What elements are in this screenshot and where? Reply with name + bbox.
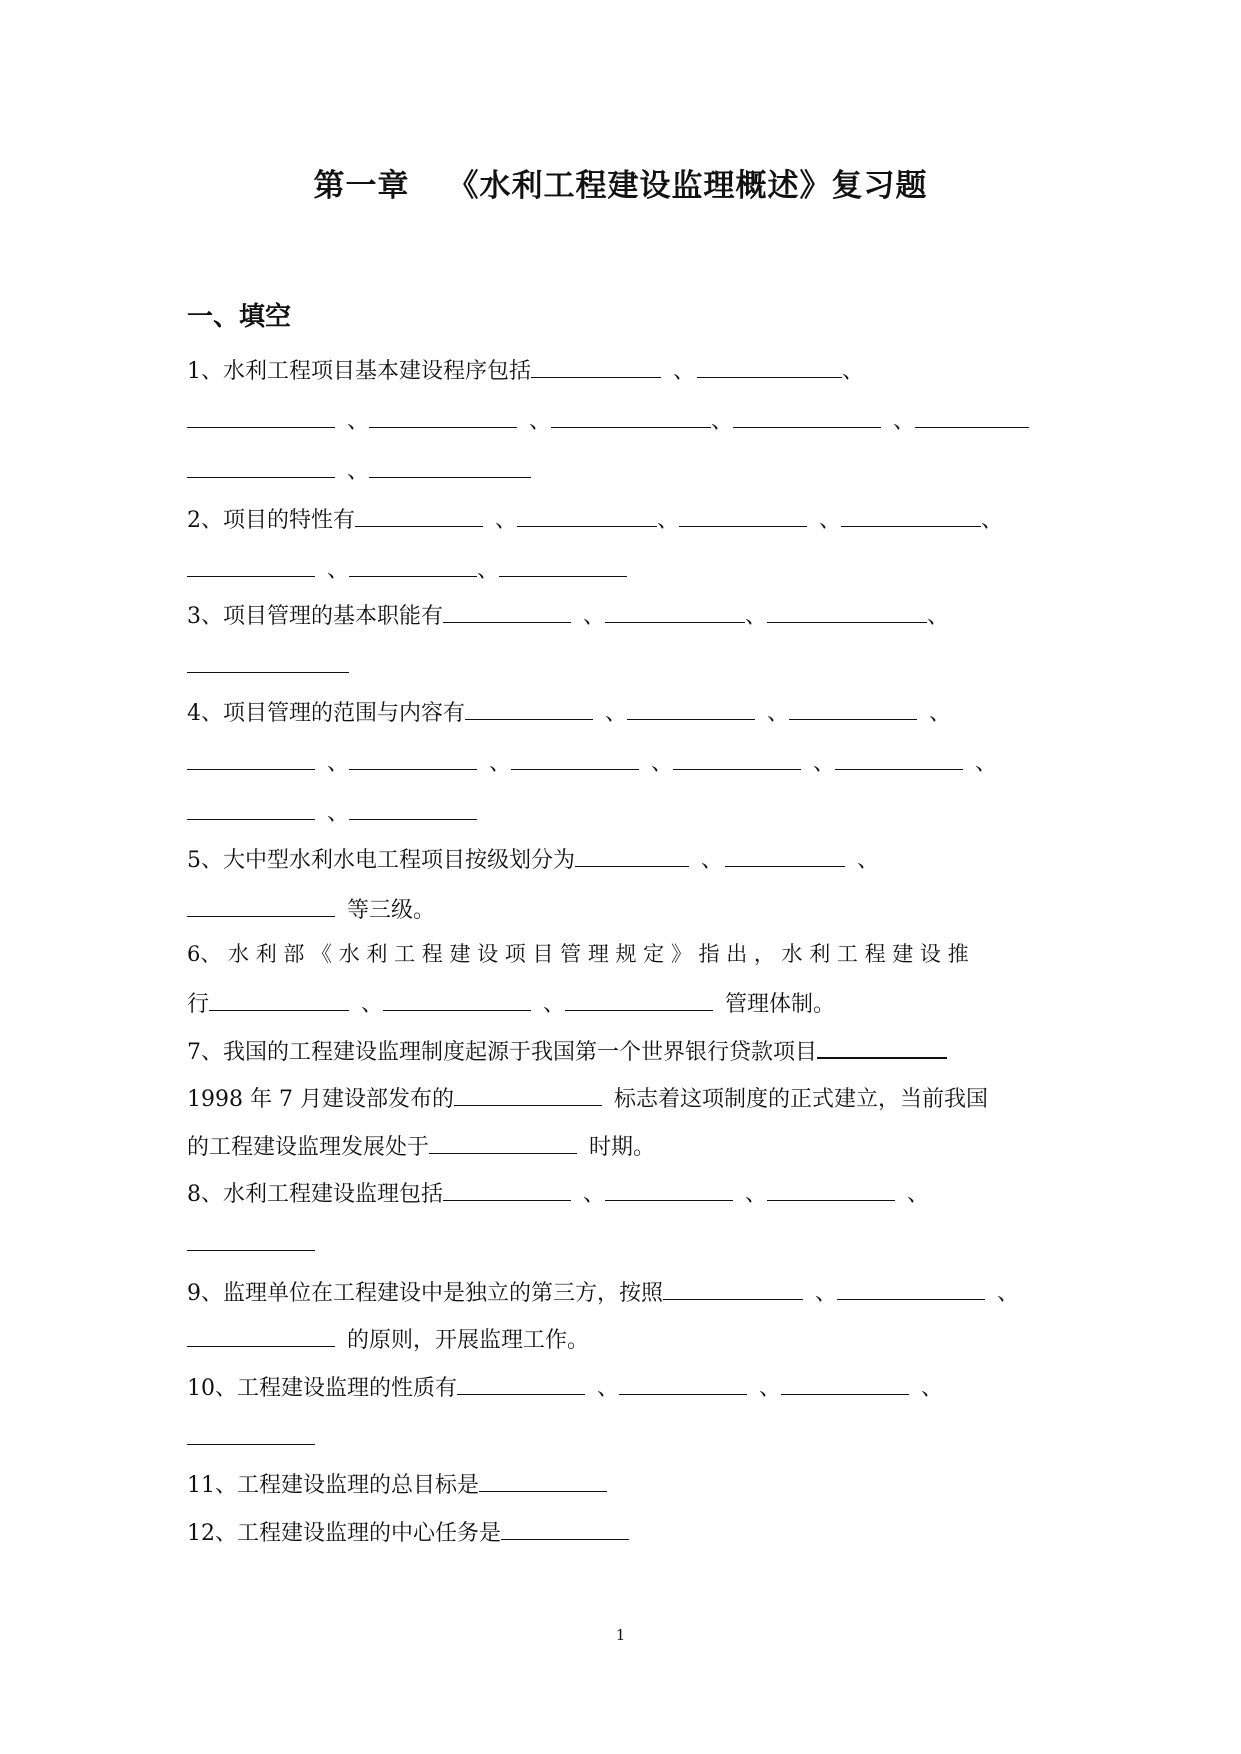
question-7-line-3: 的工程建设监理发展处于 时期。: [187, 1129, 655, 1159]
answer-blank[interactable]: [767, 1176, 895, 1201]
question-6-line-2: 行 、 、 管理体制。: [187, 986, 835, 1016]
chapter-label: 第一章: [313, 168, 410, 204]
question-2-line-1: 2、项目的特性有 、 、 、 、: [187, 502, 1003, 532]
answer-blank[interactable]: [383, 986, 531, 1011]
question-10-line-2: [187, 1420, 315, 1450]
answer-blank[interactable]: [187, 403, 335, 428]
question-7-line-1: 7、我国的工程建设监理制度起源于我国第一个世界银行贷款项目: [187, 1033, 947, 1063]
answer-blank[interactable]: [673, 745, 801, 770]
answer-blank[interactable]: [187, 1322, 335, 1347]
chapter-name: 《水利工程建设监理概述》复习题: [447, 168, 928, 204]
answer-blank[interactable]: [499, 552, 627, 577]
answer-blank[interactable]: [605, 1176, 733, 1201]
answer-blank[interactable]: [619, 1370, 747, 1395]
answer-blank[interactable]: [733, 403, 881, 428]
answer-blank[interactable]: [209, 986, 349, 1011]
answer-blank[interactable]: [187, 648, 349, 673]
answer-blank[interactable]: [465, 695, 593, 720]
answer-blank[interactable]: [551, 403, 711, 428]
answer-blank[interactable]: [187, 745, 315, 770]
answer-blank[interactable]: [479, 1467, 607, 1492]
question-8-line-2: [187, 1226, 315, 1256]
question-1-line-3: 、: [187, 453, 531, 483]
answer-blank[interactable]: [511, 745, 639, 770]
answer-blank[interactable]: [915, 403, 1029, 428]
answer-blank[interactable]: [767, 598, 927, 623]
question-4-line-3: 、: [187, 795, 477, 825]
answer-blank[interactable]: [697, 353, 842, 378]
answer-blank[interactable]: [781, 1370, 909, 1395]
question-10-line-1: 10、工程建设监理的性质有 、 、 、: [187, 1370, 943, 1400]
answer-blank[interactable]: [725, 842, 845, 867]
answer-blank[interactable]: [187, 1420, 315, 1445]
answer-blank[interactable]: [369, 403, 517, 428]
answer-blank[interactable]: [454, 1081, 602, 1106]
answer-blank[interactable]: [501, 1515, 629, 1540]
page-number: 1: [615, 1626, 626, 1644]
question-11-line-1: 11、工程建设监理的总目标是: [187, 1467, 607, 1497]
answer-blank[interactable]: [679, 502, 807, 527]
answer-blank[interactable]: [429, 1129, 577, 1154]
answer-blank[interactable]: [187, 552, 315, 577]
question-3-line-2: [187, 648, 349, 678]
question-9-line-2: 的原则，开展监理工作。: [187, 1322, 589, 1352]
question-9-line-1: 9、监理单位在工程建设中是独立的第三方，按照 、 、: [187, 1275, 1019, 1305]
answer-blank[interactable]: [349, 745, 477, 770]
answer-blank[interactable]: [349, 552, 477, 577]
question-4-line-2: 、 、 、 、 、: [187, 745, 997, 775]
question-3-line-1: 3、项目管理的基本职能有 、 、 、: [187, 598, 949, 628]
answer-blank[interactable]: [517, 502, 657, 527]
answer-blank[interactable]: [817, 1033, 947, 1059]
section-heading: 一、填空: [187, 302, 292, 332]
question-6-line-1: 6、 水 利 部 《 水 利 工 程 建 设 项 目 管 理 规 定 》 指 出 ， 水 利 工 程 建 设 推: [187, 942, 969, 966]
question-1-line-1: 1、水利工程项目基本建设程序包括 、 、: [187, 353, 864, 383]
answer-blank[interactable]: [789, 695, 917, 720]
answer-blank[interactable]: [575, 842, 689, 867]
answer-blank[interactable]: [443, 1176, 571, 1201]
answer-blank[interactable]: [355, 502, 483, 527]
question-5-line-2: 等三级。: [187, 892, 435, 922]
answer-blank[interactable]: [443, 598, 571, 623]
question-5-line-1: 5、大中型水利水电工程项目按级划分为 、 、: [187, 842, 879, 872]
page-title: [0, 160, 1241, 205]
answer-blank[interactable]: [187, 453, 335, 478]
answer-blank[interactable]: [565, 986, 713, 1011]
answer-blank[interactable]: [187, 795, 315, 820]
question-1-line-2: 、 、 、 、: [187, 403, 1029, 433]
answer-blank[interactable]: [187, 1226, 315, 1251]
answer-blank[interactable]: [187, 892, 335, 917]
answer-blank[interactable]: [369, 453, 531, 478]
answer-blank[interactable]: [841, 502, 981, 527]
answer-blank[interactable]: [605, 598, 745, 623]
question-8-line-1: 8、水利工程建设监理包括 、 、 、: [187, 1176, 929, 1206]
question-2-line-2: 、 、: [187, 552, 627, 582]
answer-blank[interactable]: [663, 1275, 803, 1300]
answer-blank[interactable]: [349, 795, 477, 820]
answer-blank[interactable]: [627, 695, 755, 720]
question-4-line-1: 4、项目管理的范围与内容有 、 、 、: [187, 695, 951, 725]
answer-blank[interactable]: [457, 1370, 585, 1395]
answer-blank[interactable]: [531, 353, 661, 378]
question-12-line-1: 12、工程建设监理的中心任务是: [187, 1515, 629, 1545]
question-7-line-2: 1998 年 7 月建设部发布的 标志着这项制度的正式建立，当前我国: [187, 1081, 988, 1111]
answer-blank[interactable]: [835, 745, 963, 770]
answer-blank[interactable]: [837, 1275, 985, 1300]
